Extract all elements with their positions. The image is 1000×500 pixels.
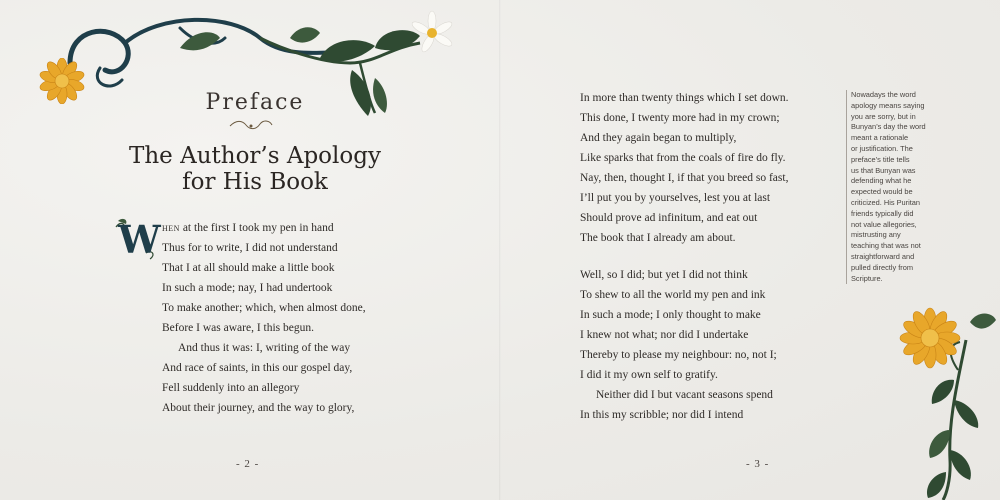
poem-line — [162, 218, 366, 238]
poem-line: Before I was aware, I this begun. — [162, 322, 314, 334]
poem-line: In such a mode; nay, I had undertook — [162, 282, 333, 294]
note-line: not value allegories, — [851, 219, 917, 229]
note-line: apology means saying — [851, 100, 925, 110]
poem-line: That I at all should make a little book — [162, 262, 335, 274]
chapter-title-line-1: The Author’s Apology — [129, 143, 381, 169]
poem-line: This done, I twenty more had in my crown; — [580, 112, 780, 124]
poem-line: About their journey, and the way to glory, — [162, 402, 355, 414]
note-line: friends typically did — [851, 208, 914, 218]
note-line: you are sorry, but in — [851, 111, 916, 121]
poem-line: To shew to all the world my pen and ink — [580, 289, 766, 301]
note-line: preface’s title tells — [851, 154, 910, 164]
orange-flower-right-icon — [900, 308, 960, 368]
note-line: Nowadays the word — [851, 90, 916, 99]
poem-line: The book that I already am about. — [580, 232, 736, 244]
poem-line: And race of saints, in this our gospel day, — [162, 362, 353, 374]
white-daisy-icon — [410, 11, 453, 54]
note-line: straightforward and — [851, 251, 915, 261]
first-word-smallcaps: hen — [162, 222, 180, 234]
poem-line: In such a mode; I only thought to make — [580, 309, 761, 321]
poem-line: Well, so I did; but yet I did not think — [580, 269, 748, 281]
note-line: pulled directly from — [851, 262, 914, 272]
dropcap — [112, 217, 161, 262]
poem-line: I did it my own self to gratify. — [580, 369, 718, 381]
poem-line: To make another; which, when almost done, — [162, 302, 366, 314]
poem-line: In more than twenty things which I set down. — [580, 92, 789, 104]
poem-line: Neither did I but vacant seasons spend — [596, 389, 773, 401]
dropcap-letter: W — [118, 217, 161, 262]
poem-line: Thereby to please my neighbour: no, not I; — [580, 349, 777, 361]
note-line: or justification. The — [851, 143, 913, 153]
poem-line: Nay, then, thought I, if that you breed so fast, — [580, 172, 789, 184]
right-poem — [580, 88, 789, 425]
poem-line: Should prove ad infinitum, and eat out — [580, 212, 758, 224]
poem-line: Fell suddenly into an allegory — [162, 382, 300, 394]
poem-line: I’ll put you by yourselves, lest you at last — [580, 192, 771, 204]
note-line: teaching that was not — [851, 241, 921, 251]
chapter-title-line-2: for His Book — [182, 169, 328, 195]
poem-line: And they again began to multiply, — [580, 132, 737, 144]
flourish-ornament-icon — [228, 118, 274, 132]
page-number-right: - 3 - — [746, 458, 770, 470]
vine-ornament-right-icon — [888, 300, 1000, 500]
note-line: mistrusting any — [851, 230, 901, 240]
sidebar-note — [846, 90, 927, 284]
first-line-text: at the first I took my pen in hand — [179, 222, 334, 234]
left-poem — [162, 218, 366, 418]
preface-heading: Preface — [205, 90, 305, 115]
note-line: expected would be — [851, 187, 913, 197]
poem-line: I knew not what; nor did I undertake — [580, 329, 749, 341]
poem-line: And thus it was: I, writing of the way — [178, 342, 351, 354]
note-line: meant a rationale — [851, 133, 909, 143]
note-line: Scripture. — [851, 273, 883, 283]
note-line: criticized. His Puritan — [851, 197, 920, 207]
note-line: Bunyan’s day the word — [851, 122, 926, 132]
chapter-title — [0, 143, 510, 195]
poem-line: Like sparks that from the coals of fire do fly. — [580, 152, 786, 164]
note-line: us that Bunyan was — [851, 165, 916, 175]
poem-line: Thus for to write, I did not understand — [162, 242, 338, 254]
note-line: defending what he — [851, 176, 912, 186]
page-number-left: - 2 - — [236, 458, 260, 470]
poem-line: In this my scribble; nor did I intend — [580, 409, 744, 421]
right-page — [500, 0, 1000, 500]
